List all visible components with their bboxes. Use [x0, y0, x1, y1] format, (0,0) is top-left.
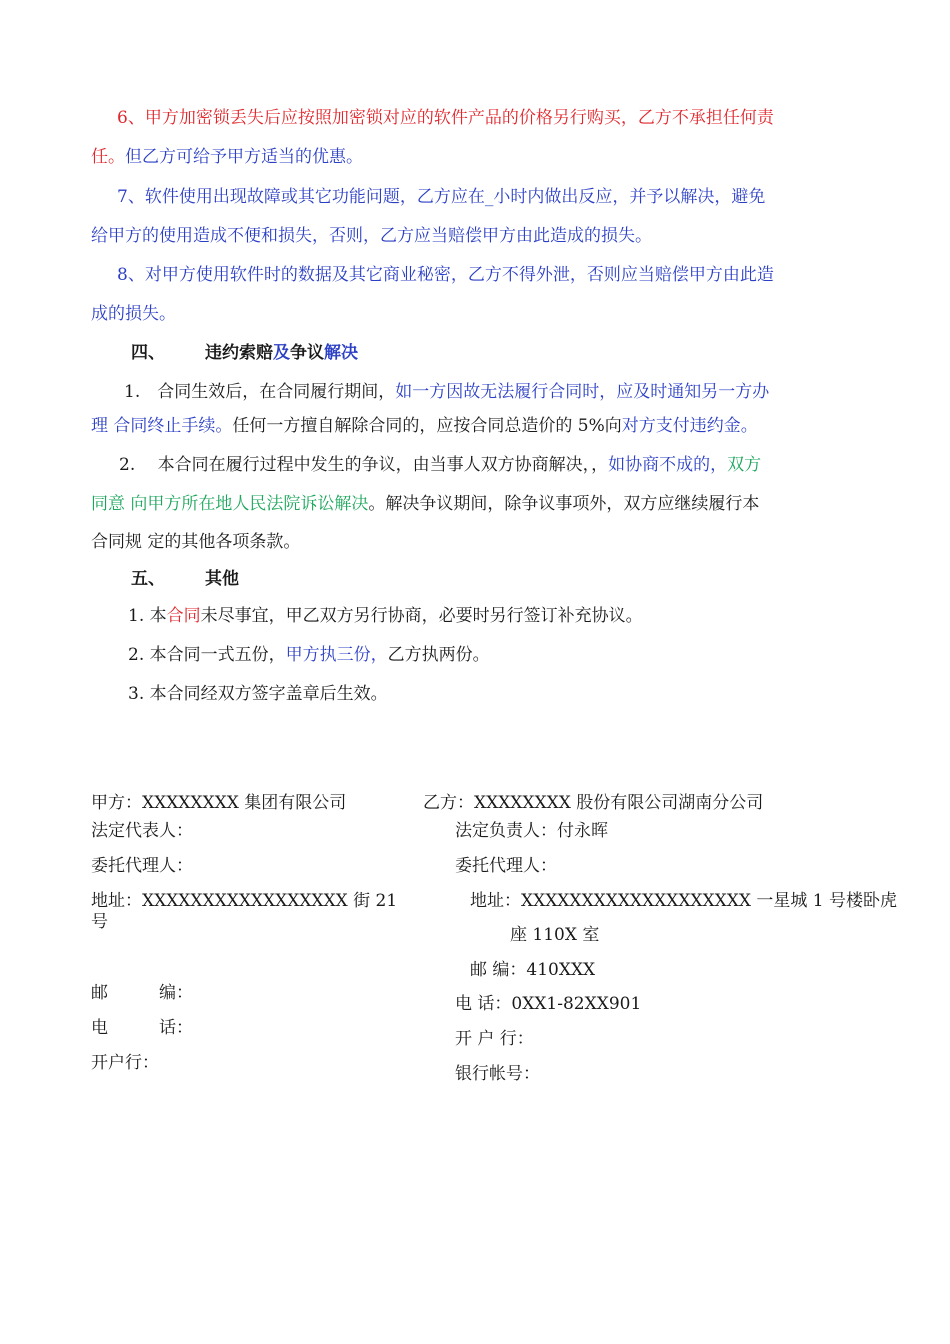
section-5-number: 五、	[131, 569, 165, 589]
section-4-item-2-line-3: 合同规 定的其他各项条款。	[91, 532, 301, 552]
s5i2-text-b: 甲方执三份，	[285, 645, 388, 665]
section-4-heading-part-2: 及	[273, 343, 290, 363]
party-b-name: 乙方：XXXXXXXX 股份有限公司湖南分公司	[423, 793, 764, 813]
party-b-bank: 开 户 行：	[455, 1029, 534, 1049]
s4i2-text-a: 2. 本合同在履行过程中发生的争议，由当事人双方协商解决，，	[119, 455, 609, 475]
section-4-heading-part-1: 违约索赔	[205, 343, 273, 363]
party-b-legal-rep: 法定负责人：付永晖	[455, 821, 608, 841]
party-b-address-line-2: 座 110X 室	[510, 925, 600, 945]
s4i2-text-e: 。解决争议期间，除争议事项外，双方应继续履行本	[368, 494, 760, 514]
section-4-item-1-line-2	[91, 414, 758, 438]
party-b-bank-account: 银行帐号：	[455, 1064, 540, 1084]
s4i1-text-c: 理 合同终止手续。	[91, 416, 233, 436]
clause-6-line-1: 6、甲方加密锁丢失后应按照加密锁对应的软件产品的价格另行购买，乙方不承担任何责	[117, 108, 774, 128]
party-a-legal-rep: 法定代表人：	[91, 821, 193, 841]
party-b-agent: 委托代理人：	[455, 856, 557, 876]
clause-8-line-2: 成的损失。	[91, 304, 176, 324]
section-4-heading	[205, 341, 358, 365]
s4i1-text-e: 对方支付违约金。	[621, 416, 758, 436]
party-a-name: 甲方：XXXXXXXX 集团有限公司	[91, 793, 347, 813]
s5i1-text-b: 合同	[166, 606, 201, 626]
clause-7-line-1: 7、软件使用出现故障或其它功能问题，乙方应在_小时内做出反应，并予以解决，避免	[117, 187, 766, 207]
section-5-item-3: 3. 本合同经双方签字盖章后生效。	[128, 684, 388, 704]
party-a-postal-code: 邮 编：	[91, 983, 193, 1003]
party-b-address-line-1: 地址：XXXXXXXXXXXXXXXXXXX 一星城 1 号楼卧虎	[470, 891, 897, 911]
s4i1-text-d: 任何一方擅自解除合同的，应按合同总造价的 5%向	[232, 416, 622, 436]
section-5-heading: 其他	[205, 569, 239, 589]
party-a-agent: 委托代理人：	[91, 856, 193, 876]
section-4-item-2-line-2	[91, 492, 759, 516]
s5i1-text-c: 未尽事宜，甲乙双方另行协商，必要时另行签订补充协议。	[200, 606, 643, 626]
section-4-item-1-line-1	[124, 380, 769, 404]
party-a-phone: 电 话：	[91, 1018, 193, 1038]
clause-6-line-2	[91, 145, 363, 169]
section-4-heading-part-3: 争议	[290, 343, 324, 363]
s4i2-text-d: 同意 向甲方所在地人民法院诉讼解决	[91, 494, 369, 514]
party-b-postal-code: 邮 编：410XXX	[470, 960, 596, 980]
party-a-address-line-1: 地址：XXXXXXXXXXXXXXXXX 街 21	[91, 891, 398, 911]
clause-6-text-red: 任。	[91, 147, 125, 167]
s5i2-text-c: 乙方执两份。	[387, 645, 490, 665]
s4i1-text-b: 如一方因故无法履行合同时，应及时通知另一方办	[395, 382, 770, 402]
section-4-item-2-line-1	[119, 453, 761, 477]
section-5-item-1	[128, 604, 643, 628]
clause-6-text-blue: 但乙方可给予甲方适当的优惠。	[125, 147, 363, 167]
party-a-bank: 开户行：	[91, 1053, 159, 1073]
s4i1-text-a: 1. 合同生效后，在合同履行期间，	[124, 382, 396, 402]
clause-8-line-1: 8、对甲方使用软件时的数据及其它商业秘密，乙方不得外泄，否则应当赔偿甲方由此造	[117, 265, 774, 285]
section-5-item-2	[128, 643, 490, 667]
s5i1-text-a: 1. 本	[128, 606, 167, 626]
s4i2-text-c: 双方	[727, 455, 762, 475]
section-4-number: 四、	[131, 343, 165, 363]
party-a-address-line-2: 号	[91, 912, 108, 932]
section-4-heading-part-4: 解决	[324, 343, 358, 363]
s5i2-text-a: 2. 本合同一式五份，	[128, 645, 286, 665]
s4i2-text-b: 如协商不成的，	[608, 455, 728, 475]
clause-7-line-2: 给甲方的使用造成不便和损失，否则，乙方应当赔偿甲方由此造成的损失。	[91, 226, 652, 246]
party-b-phone: 电 话：0XX1-82XX901	[455, 994, 642, 1014]
